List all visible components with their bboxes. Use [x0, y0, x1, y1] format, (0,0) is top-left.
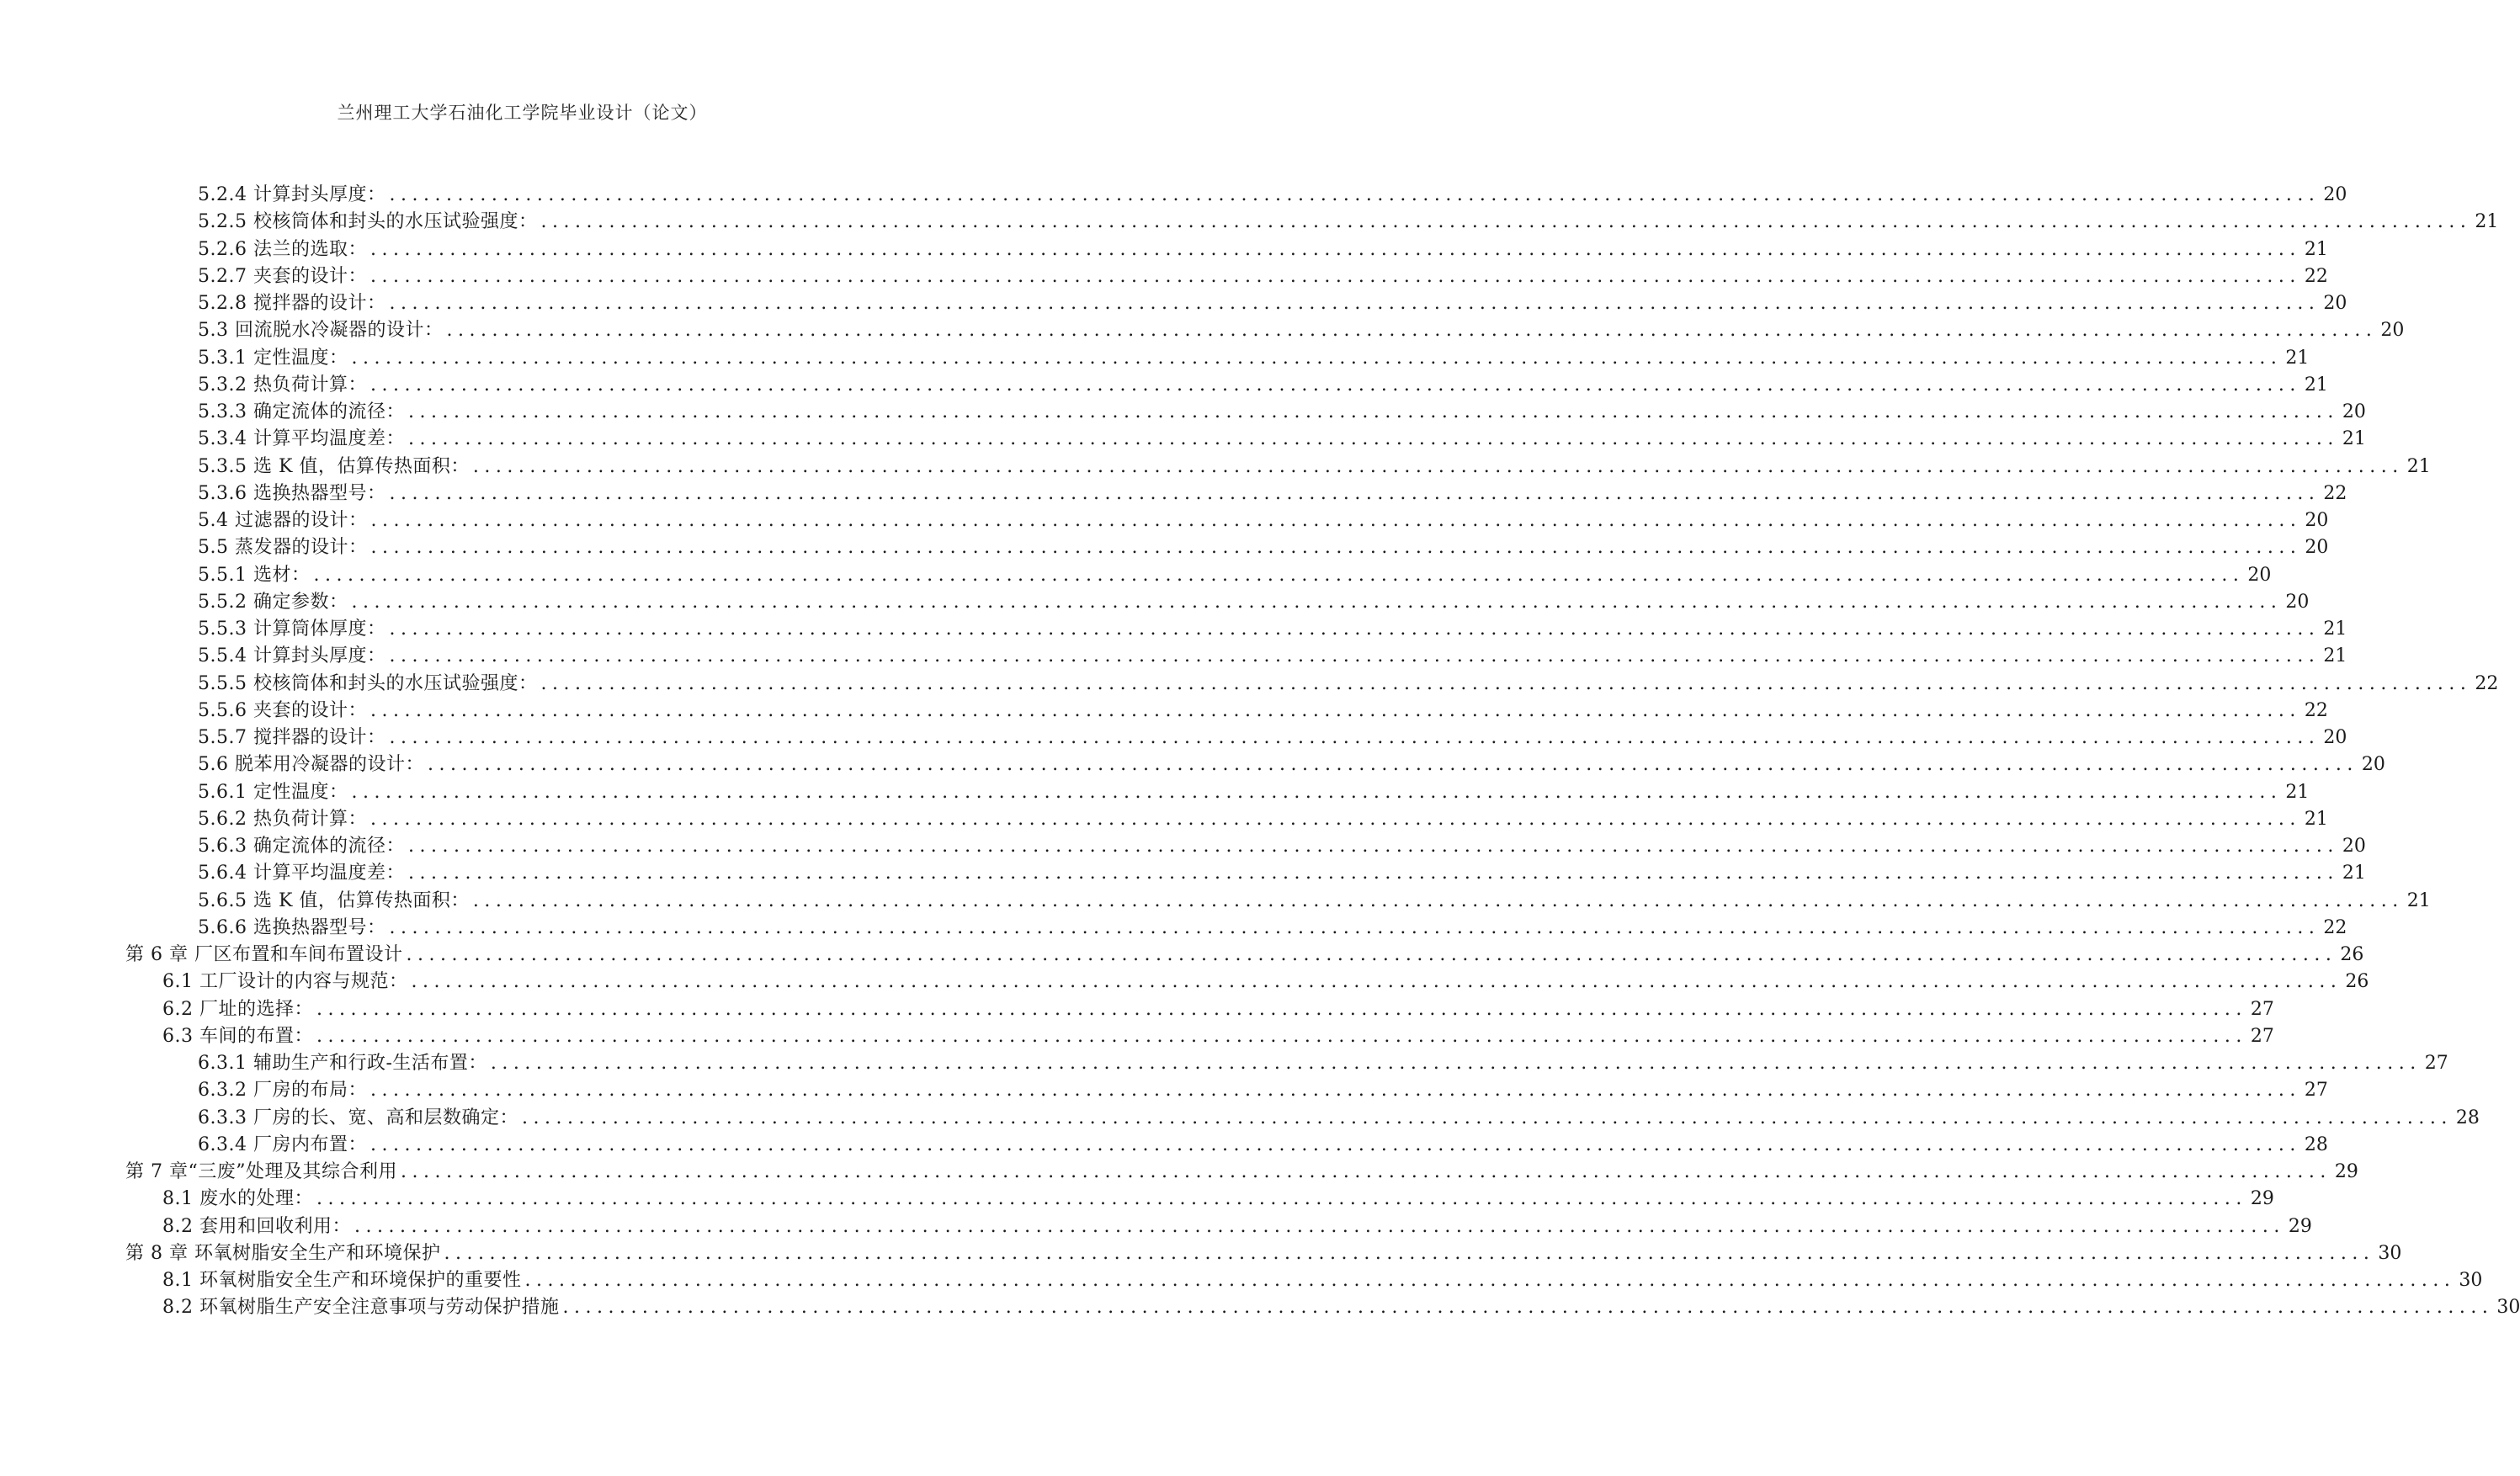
toc-entry-title: 5.3.5 选 K 值，估算传热面积：: [198, 455, 470, 477]
toc-entry[interactable]: [198, 480, 2347, 507]
toc-dot-leader: ..........................................................................................................................................................................: [540, 672, 2472, 694]
toc-dot-leader: ..........................................................................................................................................................................: [354, 1215, 2285, 1237]
toc-entry-title: 6.3.2 厂房的布局：: [198, 1080, 367, 1102]
toc-entry-page-number: 21: [2304, 238, 2328, 260]
toc-entry-title: 5.6.6 选换热器型号：: [198, 916, 386, 938]
toc-dot-leader: ..........................................................................................................................................................................: [389, 482, 2321, 504]
toc-entry[interactable]: [198, 534, 2329, 561]
toc-entry-title: 5.5.5 校核筒体和封头的水压试验强度：: [198, 672, 538, 694]
toc-dot-leader: ..........................................................................................................................................................................: [313, 564, 2245, 586]
toc-entry-title: 8.2 环氧树脂生产安全注意事项与劳动保护措施: [162, 1297, 560, 1319]
toc-entry-title: 5.3.1 定性温度：: [198, 347, 348, 369]
toc-dot-leader: ..........................................................................................................................................................................: [389, 916, 2321, 938]
toc-entry-page-number: 29: [2334, 1161, 2358, 1182]
toc-entry-page-number: 27: [2250, 998, 2274, 1020]
toc-dot-leader: ..........................................................................................................................................................................: [369, 1080, 2301, 1102]
toc-entry[interactable]: [198, 263, 2328, 290]
toc-dot-leader: ..........................................................................................................................................................................: [316, 1188, 2247, 1210]
toc-entry-page-number: 21: [2285, 781, 2310, 803]
toc-entry-page-number: 26: [2340, 944, 2364, 965]
toc-entry-page-number: 28: [2455, 1107, 2480, 1128]
toc-entry-title: 6.3.4 厂房内布置：: [198, 1134, 367, 1155]
toc-entry-title: 5.5.3 计算筒体厚度：: [198, 619, 386, 640]
toc-entry[interactable]: [198, 345, 2310, 372]
toc-entry-title: 5.6.4 计算平均温度差：: [198, 863, 405, 884]
toc-dot-leader: ..........................................................................................................................................................................: [316, 1025, 2247, 1047]
toc-entry-page-number: 21: [2285, 347, 2310, 369]
toc-entry-page-number: 22: [2475, 672, 2499, 694]
toc-entry[interactable]: [198, 888, 2431, 915]
toc-entry-title: 5.5.2 确定参数：: [198, 591, 348, 613]
toc-entry-title: 5.3 回流脱水冷凝器的设计：: [198, 320, 444, 342]
toc-entry[interactable]: [198, 751, 2385, 778]
toc-entry-title: 8.2 套用和回收利用：: [162, 1215, 351, 1237]
toc-entry[interactable]: [198, 562, 2272, 589]
toc-entry[interactable]: [198, 616, 2347, 643]
toc-dot-leader: ..........................................................................................................................................................................: [316, 998, 2247, 1020]
toc-entry-title: 第 8 章 环氧树脂安全生产和环境保护: [125, 1242, 441, 1264]
toc-dot-leader: ..........................................................................................................................................................................: [406, 944, 2337, 965]
toc-dot-leader: ..........................................................................................................................................................................: [472, 455, 2404, 477]
toc-entry-title: 5.5.1 选材：: [198, 564, 311, 586]
toc-entry[interactable]: [198, 317, 2405, 344]
toc-entry[interactable]: [198, 454, 2431, 480]
toc-entry-title: 5.6.1 定性温度：: [198, 781, 348, 803]
toc-entry-title: 第 6 章 厂区布置和车间布置设计: [125, 944, 403, 965]
toc-entry-page-number: 20: [2323, 293, 2347, 314]
toc-entry-page-number: 20: [2305, 537, 2329, 559]
toc-entry-title: 5.5 蒸发器的设计：: [198, 537, 368, 559]
toc-entry[interactable]: [198, 833, 2366, 860]
toc-dot-leader: ..........................................................................................................................................................................: [562, 1297, 2494, 1319]
toc-entry[interactable]: [198, 1132, 2328, 1159]
toc-entry[interactable]: [162, 996, 2274, 1023]
toc-entry-page-number: 20: [2342, 836, 2366, 857]
toc-dot-leader: ..........................................................................................................................................................................: [411, 971, 2342, 993]
toc-entry[interactable]: [198, 399, 2366, 426]
toc-entry-page-number: 20: [2361, 754, 2385, 776]
toc-entry[interactable]: [198, 589, 2310, 616]
toc-entry[interactable]: [198, 372, 2328, 399]
toc-entry-title: 8.1 废水的处理：: [162, 1188, 313, 1210]
toc-entry-page-number: 20: [2380, 320, 2405, 342]
toc-entry-title: 6.3 车间的布置：: [162, 1025, 313, 1047]
toc-entry-page-number: 20: [2247, 564, 2272, 586]
toc-entry-title: 6.2 厂址的选择：: [162, 998, 313, 1020]
toc-entry-page-number: 22: [2304, 699, 2328, 721]
toc-entry-page-number: 29: [2288, 1215, 2312, 1237]
toc-entry-page-number: 27: [2424, 1053, 2448, 1074]
page-header: 兰州理工大学石油化工学院毕业设计（论文）: [337, 103, 708, 123]
toc-entry-page-number: 30: [2496, 1297, 2520, 1319]
toc-entry-page-number: 21: [2475, 211, 2499, 233]
toc-dot-leader: ..........................................................................................................................................................................: [370, 510, 2302, 531]
toc-dot-leader: ..........................................................................................................................................................................: [351, 347, 2283, 369]
toc-entry-title: 5.3.6 选换热器型号：: [198, 482, 386, 504]
toc-entry-page-number: 20: [2323, 727, 2347, 748]
toc-entry-title: 5.5.7 搅拌器的设计：: [198, 727, 386, 748]
toc-dot-leader: ..........................................................................................................................................................................: [370, 537, 2302, 559]
toc-entry-page-number: 21: [2406, 455, 2431, 477]
toc-entry[interactable]: [198, 779, 2310, 806]
toc-dot-leader: ..........................................................................................................................................................................: [389, 619, 2321, 640]
toc-entry-page-number: 20: [2285, 591, 2310, 613]
toc-entry-page-number: 27: [2250, 1025, 2274, 1047]
toc-entry-title: 5.6.3 确定流体的流径：: [198, 836, 405, 857]
toc-dot-leader: ..........................................................................................................................................................................: [389, 727, 2321, 748]
toc-dot-leader: ..........................................................................................................................................................................: [369, 1134, 2301, 1155]
toc-entry[interactable]: [198, 671, 2499, 698]
toc-entry-title: 5.2.8 搅拌器的设计：: [198, 293, 386, 314]
toc-dot-leader: ..........................................................................................................................................................................: [389, 293, 2321, 314]
toc-entry[interactable]: [198, 182, 2347, 209]
toc-dot-leader: ..........................................................................................................................................................................: [369, 808, 2301, 830]
toc-entry-title: 5.4 过滤器的设计：: [198, 510, 368, 531]
toc-dot-leader: ..........................................................................................................................................................................: [369, 699, 2301, 721]
toc-entry-page-number: 22: [2323, 482, 2347, 504]
toc-dot-leader: ..........................................................................................................................................................................: [407, 401, 2339, 422]
toc-entry-title: 5.2.6 法兰的选取：: [198, 238, 367, 260]
toc-entry[interactable]: [162, 969, 2369, 996]
toc-entry[interactable]: [198, 806, 2328, 833]
toc-dot-leader: ..........................................................................................................................................................................: [407, 836, 2339, 857]
toc-entry-page-number: 22: [2323, 916, 2347, 938]
toc-entry-title: 6.3.1 辅助生产和行政-生活布置：: [198, 1053, 487, 1074]
toc-dot-leader: ..........................................................................................................................................................................: [490, 1053, 2422, 1074]
toc-dot-leader: ..........................................................................................................................................................................: [407, 863, 2339, 884]
toc-dot-leader: ..........................................................................................................................................................................: [472, 889, 2404, 911]
toc-entry-title: 5.3.4 计算平均温度差：: [198, 428, 405, 450]
toc-entry[interactable]: [198, 725, 2347, 751]
toc-entry-page-number: 26: [2345, 971, 2369, 993]
toc-entry[interactable]: [198, 507, 2329, 534]
toc-entry[interactable]: [162, 1023, 2274, 1050]
toc-entry[interactable]: [198, 426, 2366, 453]
toc-entry[interactable]: [162, 1294, 2520, 1321]
toc-entry-title: 第 7 章“三废”处理及其综合利用: [125, 1161, 397, 1182]
toc-entry[interactable]: [198, 290, 2347, 317]
toc-entry-title: 5.5.6 夹套的设计：: [198, 699, 367, 721]
toc-dot-leader: ..........................................................................................................................................................................: [407, 428, 2339, 450]
toc-entry-title: 5.2.7 夹套的设计：: [198, 265, 367, 287]
toc-entry-title: 5.6.2 热负荷计算：: [198, 808, 367, 830]
toc-entry[interactable]: [198, 860, 2366, 887]
toc-entry-page-number: 30: [2378, 1242, 2402, 1264]
toc-entry-title: 5.2.4 计算封头厚度：: [198, 184, 386, 205]
toc-entry[interactable]: [125, 942, 2364, 969]
toc-dot-leader: ..........................................................................................................................................................................: [389, 184, 2321, 205]
toc-entry-page-number: 20: [2305, 510, 2329, 531]
toc-entry-title: 5.3.2 热负荷计算：: [198, 374, 367, 396]
toc-entry-page-number: 28: [2304, 1134, 2328, 1155]
toc-entry-title: 6.3.3 厂房的长、宽、高和层数确定：: [198, 1107, 518, 1128]
toc-entry[interactable]: [162, 1186, 2274, 1213]
toc-dot-leader: ..........................................................................................................................................................................: [369, 265, 2301, 287]
toc-entry[interactable]: [198, 1077, 2328, 1104]
toc-entry-title: 8.1 环氧树脂安全生产和环境保护的重要性: [162, 1270, 522, 1291]
toc-entry-page-number: 21: [2304, 374, 2328, 396]
toc-entry[interactable]: [198, 209, 2499, 236]
toc-entry[interactable]: [198, 1050, 2448, 1077]
toc-entry-title: 5.5.4 计算封头厚度：: [198, 645, 386, 667]
toc-dot-leader: ..........................................................................................................................................................................: [446, 320, 2378, 342]
toc-dot-leader: ..........................................................................................................................................................................: [351, 591, 2283, 613]
toc-entry-page-number: 21: [2342, 863, 2366, 884]
toc-entry[interactable]: [198, 1105, 2480, 1132]
toc-entry[interactable]: [125, 1159, 2358, 1186]
toc-entry[interactable]: [198, 643, 2347, 670]
toc-entry-page-number: 20: [2342, 401, 2366, 422]
toc-dot-leader: ..........................................................................................................................................................................: [369, 238, 2301, 260]
toc-entry-page-number: 30: [2459, 1270, 2483, 1291]
toc-entry[interactable]: [198, 236, 2328, 263]
toc-entry-page-number: 21: [2406, 889, 2431, 911]
toc-dot-leader: ..........................................................................................................................................................................: [351, 781, 2283, 803]
toc-entry[interactable]: [162, 1267, 2483, 1294]
toc-dot-leader: ..........................................................................................................................................................................: [369, 374, 2301, 396]
toc-dot-leader: ..........................................................................................................................................................................: [427, 754, 2358, 776]
toc-dot-leader: ..........................................................................................................................................................................: [540, 211, 2472, 233]
toc-entry-page-number: 20: [2323, 184, 2347, 205]
toc-entry-title: 5.6.5 选 K 值，估算传热面积：: [198, 889, 470, 911]
toc-entry-page-number: 21: [2323, 645, 2347, 667]
toc-entry-title: 5.3.3 确定流体的流径：: [198, 401, 405, 422]
toc-dot-leader: ..........................................................................................................................................................................: [521, 1107, 2453, 1128]
toc-entry-page-number: 22: [2304, 265, 2328, 287]
toc-dot-leader: ..........................................................................................................................................................................: [524, 1270, 2456, 1291]
toc-dot-leader: ..........................................................................................................................................................................: [389, 645, 2321, 667]
toc-entry-title: 6.1 工厂设计的内容与规范：: [162, 971, 408, 993]
toc-entry-page-number: 29: [2250, 1188, 2274, 1210]
toc-entry-title: 5.2.5 校核筒体和封头的水压试验强度：: [198, 211, 538, 233]
toc-entry[interactable]: [198, 915, 2347, 942]
toc-entry[interactable]: [125, 1240, 2402, 1267]
toc-entry-page-number: 21: [2304, 808, 2328, 830]
toc-entry-page-number: 27: [2304, 1080, 2328, 1102]
toc-entry-page-number: 21: [2342, 428, 2366, 450]
toc-entry[interactable]: [198, 698, 2328, 725]
toc-dot-leader: ..........................................................................................................................................................................: [444, 1242, 2375, 1264]
toc-entry[interactable]: [162, 1213, 2312, 1240]
toc-entry-page-number: 21: [2323, 619, 2347, 640]
toc-entry-title: 5.6 脱苯用冷凝器的设计：: [198, 754, 424, 776]
toc-dot-leader: ..........................................................................................................................................................................: [400, 1161, 2331, 1182]
